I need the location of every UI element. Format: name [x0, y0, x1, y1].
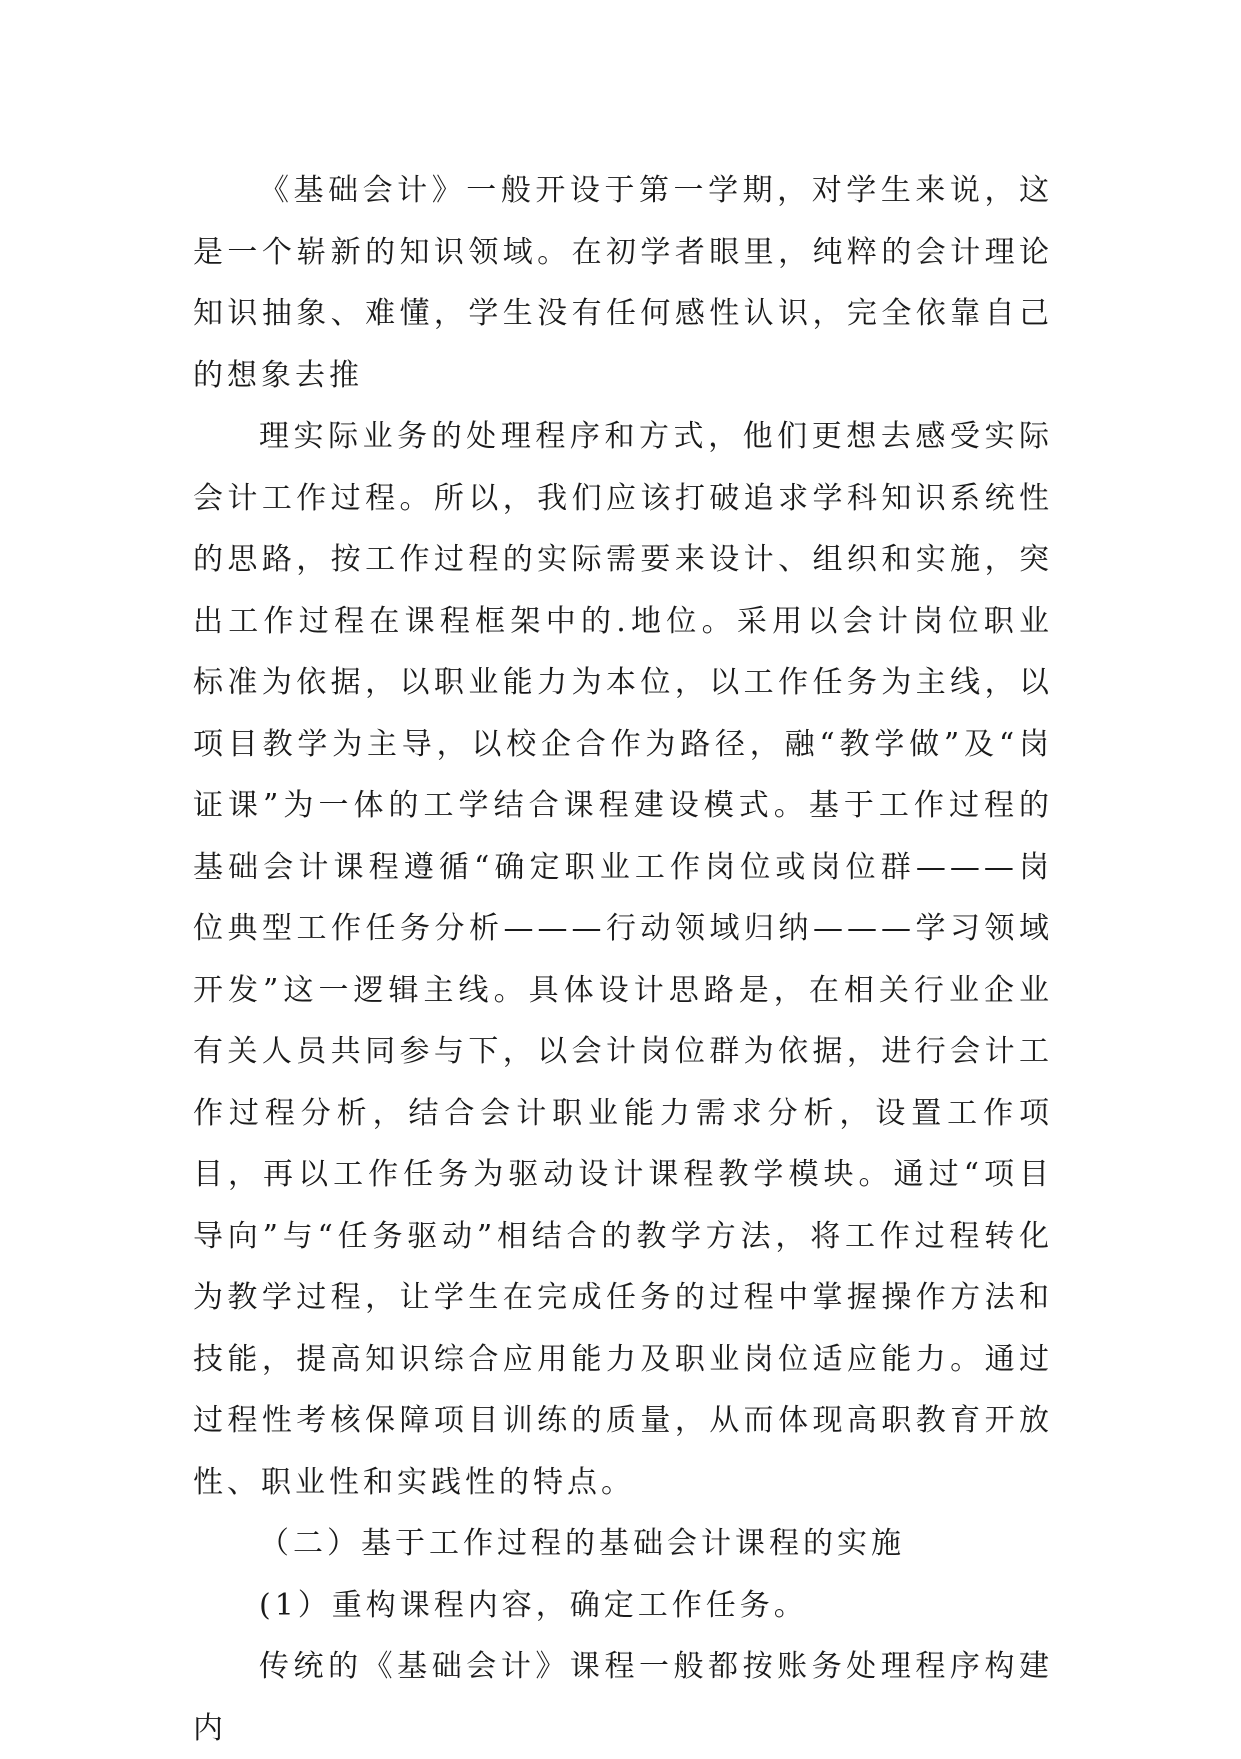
section-heading: （二）基于工作过程的基础会计课程的实施	[259, 1526, 905, 1561]
paragraph-traditional: 传统的《基础会计》课程一般都按账务处理程序构建内	[193, 1649, 1053, 1746]
subsection-heading: (1）重构课程内容，确定工作任务。	[259, 1587, 808, 1623]
document-body	[193, 160, 1053, 1759]
paragraph-intro: 《基础会计》一般开设于第一学期，对学生来说，这是一个崭新的知识领域。在初学者眼里，纯粹的会计理论知识抽象、难懂，学生没有任何感性认识，完全依靠自己的想象去推	[193, 173, 1053, 393]
paragraph-course-design: 理实际业务的处理程序和方式，他们更想去感受实际会计工作过程。所以，我们应该打破追求学科知识系统性的思路，按工作过程的实际需要来设计、组织和实施，突出工作过程在课程框架中的.地位。采用以会计岗位职业标准为依据，以职业能力为本位，以工作任务为主线，以项目教学为主导，以校企合作为路径，融“教学做”及“岗证课”为一体的工学结合课程建设模式。基于工作过程的基础会计课程遵循“确定职业工作岗位或岗位群———岗位典型工作任务分析———行动领域归纳———学习领域开发”这一逻辑主线。具体设计思路是，在相关行业企业有关人员共同参与下，以会计岗位群为依据，进行会计工作过程分析，结合会计职业能力需求分析，设置工作项目，再以工作任务为驱动设计课程教学模块。通过“项目导向”与“任务驱动”相结合的教学方法，将工作过程转化为教学过程，让学生在完成任务的过程中掌握操作方法和技能，提高知识综合应用能力及职业岗位适应能力。通过过程性考核保障项目训练的质量，从而体现高职教育开放性、职业性和实践性的特点。	[193, 419, 1053, 1500]
